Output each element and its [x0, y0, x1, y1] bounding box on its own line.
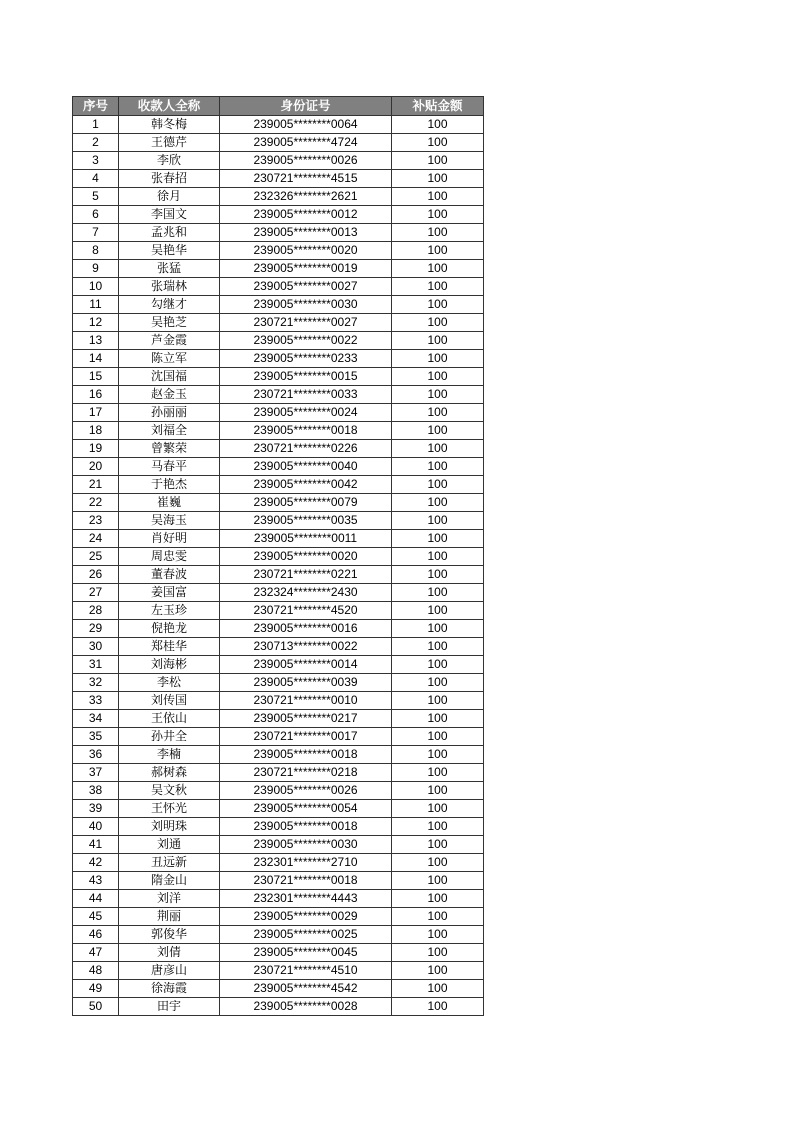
- cell-subsidy-amount: 100: [392, 242, 484, 260]
- table-row: [73, 332, 484, 350]
- cell-subsidy-amount: 100: [392, 782, 484, 800]
- cell-id-number: 239005********0025: [220, 926, 392, 944]
- cell-id-number: 232326********2621: [220, 188, 392, 206]
- cell-serial-number: 7: [73, 224, 119, 242]
- cell-payee-name: 刘洋: [119, 890, 220, 908]
- cell-payee-name: 唐彦山: [119, 962, 220, 980]
- table-row: [73, 584, 484, 602]
- cell-serial-number: 43: [73, 872, 119, 890]
- table-row: [73, 746, 484, 764]
- cell-serial-number: 20: [73, 458, 119, 476]
- cell-payee-name: 李松: [119, 674, 220, 692]
- cell-serial-number: 5: [73, 188, 119, 206]
- cell-serial-number: 27: [73, 584, 119, 602]
- table-row: [73, 890, 484, 908]
- subsidy-table: [72, 96, 484, 1016]
- cell-id-number: 239005********0026: [220, 152, 392, 170]
- cell-subsidy-amount: 100: [392, 134, 484, 152]
- cell-id-number: 239005********4724: [220, 134, 392, 152]
- cell-id-number: 230721********0218: [220, 764, 392, 782]
- cell-id-number: 239005********0020: [220, 242, 392, 260]
- cell-subsidy-amount: 100: [392, 350, 484, 368]
- cell-serial-number: 32: [73, 674, 119, 692]
- table-row: [73, 404, 484, 422]
- cell-id-number: 232324********2430: [220, 584, 392, 602]
- cell-subsidy-amount: 100: [392, 818, 484, 836]
- header-row: [73, 97, 484, 116]
- cell-payee-name: 孙井全: [119, 728, 220, 746]
- table-row: [73, 800, 484, 818]
- cell-subsidy-amount: 100: [392, 764, 484, 782]
- table-row: [73, 296, 484, 314]
- cell-serial-number: 47: [73, 944, 119, 962]
- table-row: [73, 656, 484, 674]
- cell-id-number: 239005********0028: [220, 998, 392, 1016]
- cell-subsidy-amount: 100: [392, 206, 484, 224]
- cell-payee-name: 王怀光: [119, 800, 220, 818]
- cell-subsidy-amount: 100: [392, 872, 484, 890]
- cell-serial-number: 10: [73, 278, 119, 296]
- cell-subsidy-amount: 100: [392, 368, 484, 386]
- cell-payee-name: 张春招: [119, 170, 220, 188]
- table-row: [73, 674, 484, 692]
- table-row: [73, 134, 484, 152]
- table-row: [73, 206, 484, 224]
- cell-subsidy-amount: 100: [392, 404, 484, 422]
- cell-subsidy-amount: 100: [392, 296, 484, 314]
- cell-id-number: 239005********0079: [220, 494, 392, 512]
- cell-serial-number: 15: [73, 368, 119, 386]
- cell-serial-number: 3: [73, 152, 119, 170]
- table-row: [73, 944, 484, 962]
- cell-id-number: 239005********0024: [220, 404, 392, 422]
- cell-id-number: 239005********0018: [220, 422, 392, 440]
- cell-serial-number: 12: [73, 314, 119, 332]
- table-row: [73, 818, 484, 836]
- cell-payee-name: 勾继才: [119, 296, 220, 314]
- cell-id-number: 239005********0018: [220, 746, 392, 764]
- cell-payee-name: 吴艳华: [119, 242, 220, 260]
- cell-serial-number: 44: [73, 890, 119, 908]
- cell-id-number: 239005********0022: [220, 332, 392, 350]
- cell-payee-name: 芦金霞: [119, 332, 220, 350]
- cell-subsidy-amount: 100: [392, 386, 484, 404]
- cell-payee-name: 郝树森: [119, 764, 220, 782]
- table-row: [73, 836, 484, 854]
- cell-id-number: 230721********0221: [220, 566, 392, 584]
- cell-subsidy-amount: 100: [392, 602, 484, 620]
- cell-subsidy-amount: 100: [392, 170, 484, 188]
- cell-serial-number: 37: [73, 764, 119, 782]
- cell-payee-name: 郑桂华: [119, 638, 220, 656]
- cell-payee-name: 徐海霞: [119, 980, 220, 998]
- cell-serial-number: 18: [73, 422, 119, 440]
- table-row: [73, 188, 484, 206]
- cell-subsidy-amount: 100: [392, 890, 484, 908]
- cell-serial-number: 16: [73, 386, 119, 404]
- cell-id-number: 230721********0226: [220, 440, 392, 458]
- cell-payee-name: 马春平: [119, 458, 220, 476]
- table-row: [73, 512, 484, 530]
- cell-id-number: 239005********0011: [220, 530, 392, 548]
- cell-serial-number: 13: [73, 332, 119, 350]
- cell-id-number: 239005********0013: [220, 224, 392, 242]
- cell-id-number: 239005********0040: [220, 458, 392, 476]
- cell-subsidy-amount: 100: [392, 476, 484, 494]
- cell-serial-number: 6: [73, 206, 119, 224]
- cell-subsidy-amount: 100: [392, 638, 484, 656]
- cell-payee-name: 沈国福: [119, 368, 220, 386]
- cell-id-number: 239005********0015: [220, 368, 392, 386]
- cell-serial-number: 40: [73, 818, 119, 836]
- cell-serial-number: 25: [73, 548, 119, 566]
- table-row: [73, 350, 484, 368]
- table-row: [73, 998, 484, 1016]
- cell-subsidy-amount: 100: [392, 332, 484, 350]
- cell-serial-number: 2: [73, 134, 119, 152]
- table-body: [73, 116, 484, 1016]
- cell-subsidy-amount: 100: [392, 944, 484, 962]
- cell-subsidy-amount: 100: [392, 566, 484, 584]
- cell-serial-number: 34: [73, 710, 119, 728]
- cell-serial-number: 22: [73, 494, 119, 512]
- cell-serial-number: 38: [73, 782, 119, 800]
- table-row: [73, 314, 484, 332]
- cell-serial-number: 23: [73, 512, 119, 530]
- header-payee-name: 收款人全称: [119, 97, 220, 116]
- cell-serial-number: 11: [73, 296, 119, 314]
- cell-payee-name: 孙丽丽: [119, 404, 220, 422]
- cell-payee-name: 荆丽: [119, 908, 220, 926]
- cell-id-number: 239005********0014: [220, 656, 392, 674]
- cell-subsidy-amount: 100: [392, 656, 484, 674]
- cell-subsidy-amount: 100: [392, 188, 484, 206]
- cell-payee-name: 于艳杰: [119, 476, 220, 494]
- cell-id-number: 230721********4510: [220, 962, 392, 980]
- table-row: [73, 242, 484, 260]
- cell-subsidy-amount: 100: [392, 836, 484, 854]
- table-row: [73, 260, 484, 278]
- cell-payee-name: 左玉珍: [119, 602, 220, 620]
- cell-id-number: 239005********0027: [220, 278, 392, 296]
- table-row: [73, 728, 484, 746]
- cell-serial-number: 8: [73, 242, 119, 260]
- cell-serial-number: 31: [73, 656, 119, 674]
- cell-serial-number: 24: [73, 530, 119, 548]
- cell-payee-name: 刘海彬: [119, 656, 220, 674]
- cell-id-number: 230721********0027: [220, 314, 392, 332]
- cell-id-number: 239005********0019: [220, 260, 392, 278]
- table-row: [73, 692, 484, 710]
- header-subsidy-amount: 补贴金额: [392, 97, 484, 116]
- cell-serial-number: 35: [73, 728, 119, 746]
- table-row: [73, 440, 484, 458]
- table-row: [73, 386, 484, 404]
- cell-payee-name: 徐月: [119, 188, 220, 206]
- cell-payee-name: 陈立军: [119, 350, 220, 368]
- cell-subsidy-amount: 100: [392, 152, 484, 170]
- cell-serial-number: 50: [73, 998, 119, 1016]
- cell-serial-number: 30: [73, 638, 119, 656]
- cell-payee-name: 刘传国: [119, 692, 220, 710]
- cell-subsidy-amount: 100: [392, 440, 484, 458]
- cell-payee-name: 刘通: [119, 836, 220, 854]
- cell-id-number: 230713********0022: [220, 638, 392, 656]
- cell-id-number: 239005********0012: [220, 206, 392, 224]
- cell-subsidy-amount: 100: [392, 926, 484, 944]
- cell-payee-name: 田宇: [119, 998, 220, 1016]
- table-row: [73, 494, 484, 512]
- cell-serial-number: 9: [73, 260, 119, 278]
- cell-payee-name: 张猛: [119, 260, 220, 278]
- cell-payee-name: 董春波: [119, 566, 220, 584]
- cell-serial-number: 49: [73, 980, 119, 998]
- cell-id-number: 232301********4443: [220, 890, 392, 908]
- cell-subsidy-amount: 100: [392, 674, 484, 692]
- table-row: [73, 908, 484, 926]
- cell-payee-name: 李欣: [119, 152, 220, 170]
- cell-serial-number: 19: [73, 440, 119, 458]
- table-row: [73, 458, 484, 476]
- table-row: [73, 710, 484, 728]
- cell-subsidy-amount: 100: [392, 692, 484, 710]
- cell-payee-name: 郭俊华: [119, 926, 220, 944]
- cell-subsidy-amount: 100: [392, 746, 484, 764]
- cell-payee-name: 崔巍: [119, 494, 220, 512]
- cell-subsidy-amount: 100: [392, 494, 484, 512]
- cell-payee-name: 隋金山: [119, 872, 220, 890]
- cell-id-number: 239005********0217: [220, 710, 392, 728]
- cell-payee-name: 吴海玉: [119, 512, 220, 530]
- cell-subsidy-amount: 100: [392, 584, 484, 602]
- cell-payee-name: 李国文: [119, 206, 220, 224]
- cell-serial-number: 41: [73, 836, 119, 854]
- cell-subsidy-amount: 100: [392, 530, 484, 548]
- cell-payee-name: 姜国富: [119, 584, 220, 602]
- table-row: [73, 620, 484, 638]
- table-row: [73, 764, 484, 782]
- cell-payee-name: 周忠雯: [119, 548, 220, 566]
- cell-id-number: 239005********0020: [220, 548, 392, 566]
- cell-id-number: 230721********4515: [220, 170, 392, 188]
- table-row: [73, 548, 484, 566]
- cell-subsidy-amount: 100: [392, 620, 484, 638]
- table-row: [73, 962, 484, 980]
- cell-subsidy-amount: 100: [392, 512, 484, 530]
- cell-id-number: 230721********0018: [220, 872, 392, 890]
- cell-id-number: 239005********0026: [220, 782, 392, 800]
- table-row: [73, 116, 484, 134]
- table-row: [73, 152, 484, 170]
- cell-subsidy-amount: 100: [392, 728, 484, 746]
- cell-serial-number: 1: [73, 116, 119, 134]
- cell-serial-number: 39: [73, 800, 119, 818]
- cell-payee-name: 刘明珠: [119, 818, 220, 836]
- cell-subsidy-amount: 100: [392, 458, 484, 476]
- cell-id-number: 239005********0030: [220, 296, 392, 314]
- cell-serial-number: 36: [73, 746, 119, 764]
- cell-payee-name: 倪艳龙: [119, 620, 220, 638]
- cell-serial-number: 21: [73, 476, 119, 494]
- cell-serial-number: 28: [73, 602, 119, 620]
- cell-id-number: 230721********0010: [220, 692, 392, 710]
- cell-subsidy-amount: 100: [392, 800, 484, 818]
- cell-serial-number: 14: [73, 350, 119, 368]
- cell-subsidy-amount: 100: [392, 908, 484, 926]
- table-row: [73, 566, 484, 584]
- cell-id-number: 239005********0030: [220, 836, 392, 854]
- cell-payee-name: 韩冬梅: [119, 116, 220, 134]
- cell-id-number: 239005********0018: [220, 818, 392, 836]
- cell-serial-number: 45: [73, 908, 119, 926]
- cell-subsidy-amount: 100: [392, 548, 484, 566]
- header-id-number: 身份证号: [220, 97, 392, 116]
- cell-subsidy-amount: 100: [392, 314, 484, 332]
- cell-subsidy-amount: 100: [392, 260, 484, 278]
- cell-payee-name: 王德芹: [119, 134, 220, 152]
- cell-subsidy-amount: 100: [392, 710, 484, 728]
- table-row: [73, 926, 484, 944]
- cell-serial-number: 33: [73, 692, 119, 710]
- table-row: [73, 872, 484, 890]
- cell-subsidy-amount: 100: [392, 980, 484, 998]
- cell-payee-name: 丑远新: [119, 854, 220, 872]
- table-row: [73, 476, 484, 494]
- table-row: [73, 980, 484, 998]
- cell-id-number: 239005********0233: [220, 350, 392, 368]
- cell-id-number: 239005********0042: [220, 476, 392, 494]
- table-row: [73, 278, 484, 296]
- cell-serial-number: 46: [73, 926, 119, 944]
- table-row: [73, 854, 484, 872]
- cell-serial-number: 4: [73, 170, 119, 188]
- cell-payee-name: 曾繁荣: [119, 440, 220, 458]
- cell-id-number: 230721********0017: [220, 728, 392, 746]
- cell-payee-name: 吴文秋: [119, 782, 220, 800]
- cell-subsidy-amount: 100: [392, 422, 484, 440]
- cell-id-number: 239005********0045: [220, 944, 392, 962]
- cell-serial-number: 29: [73, 620, 119, 638]
- cell-payee-name: 张瑞林: [119, 278, 220, 296]
- spreadsheet-page: [72, 96, 483, 1016]
- cell-serial-number: 48: [73, 962, 119, 980]
- cell-payee-name: 王依山: [119, 710, 220, 728]
- cell-serial-number: 42: [73, 854, 119, 872]
- cell-payee-name: 吴艳芝: [119, 314, 220, 332]
- cell-subsidy-amount: 100: [392, 962, 484, 980]
- cell-payee-name: 赵金玉: [119, 386, 220, 404]
- cell-payee-name: 孟兆和: [119, 224, 220, 242]
- cell-serial-number: 17: [73, 404, 119, 422]
- cell-payee-name: 刘倩: [119, 944, 220, 962]
- table-row: [73, 224, 484, 242]
- cell-payee-name: 李楠: [119, 746, 220, 764]
- table-row: [73, 530, 484, 548]
- cell-id-number: 230721********0033: [220, 386, 392, 404]
- cell-id-number: 239005********0064: [220, 116, 392, 134]
- header-serial-number: 序号: [73, 97, 119, 116]
- cell-id-number: 239005********0029: [220, 908, 392, 926]
- cell-id-number: 232301********2710: [220, 854, 392, 872]
- cell-id-number: 239005********0035: [220, 512, 392, 530]
- cell-subsidy-amount: 100: [392, 998, 484, 1016]
- cell-payee-name: 刘福全: [119, 422, 220, 440]
- table-row: [73, 422, 484, 440]
- cell-subsidy-amount: 100: [392, 854, 484, 872]
- cell-payee-name: 肖好明: [119, 530, 220, 548]
- cell-subsidy-amount: 100: [392, 116, 484, 134]
- cell-subsidy-amount: 100: [392, 278, 484, 296]
- table-row: [73, 368, 484, 386]
- table-row: [73, 602, 484, 620]
- cell-subsidy-amount: 100: [392, 224, 484, 242]
- table-row: [73, 782, 484, 800]
- cell-id-number: 239005********0016: [220, 620, 392, 638]
- cell-id-number: 239005********0039: [220, 674, 392, 692]
- cell-id-number: 230721********4520: [220, 602, 392, 620]
- cell-serial-number: 26: [73, 566, 119, 584]
- cell-id-number: 239005********4542: [220, 980, 392, 998]
- cell-id-number: 239005********0054: [220, 800, 392, 818]
- table-row: [73, 170, 484, 188]
- table-row: [73, 638, 484, 656]
